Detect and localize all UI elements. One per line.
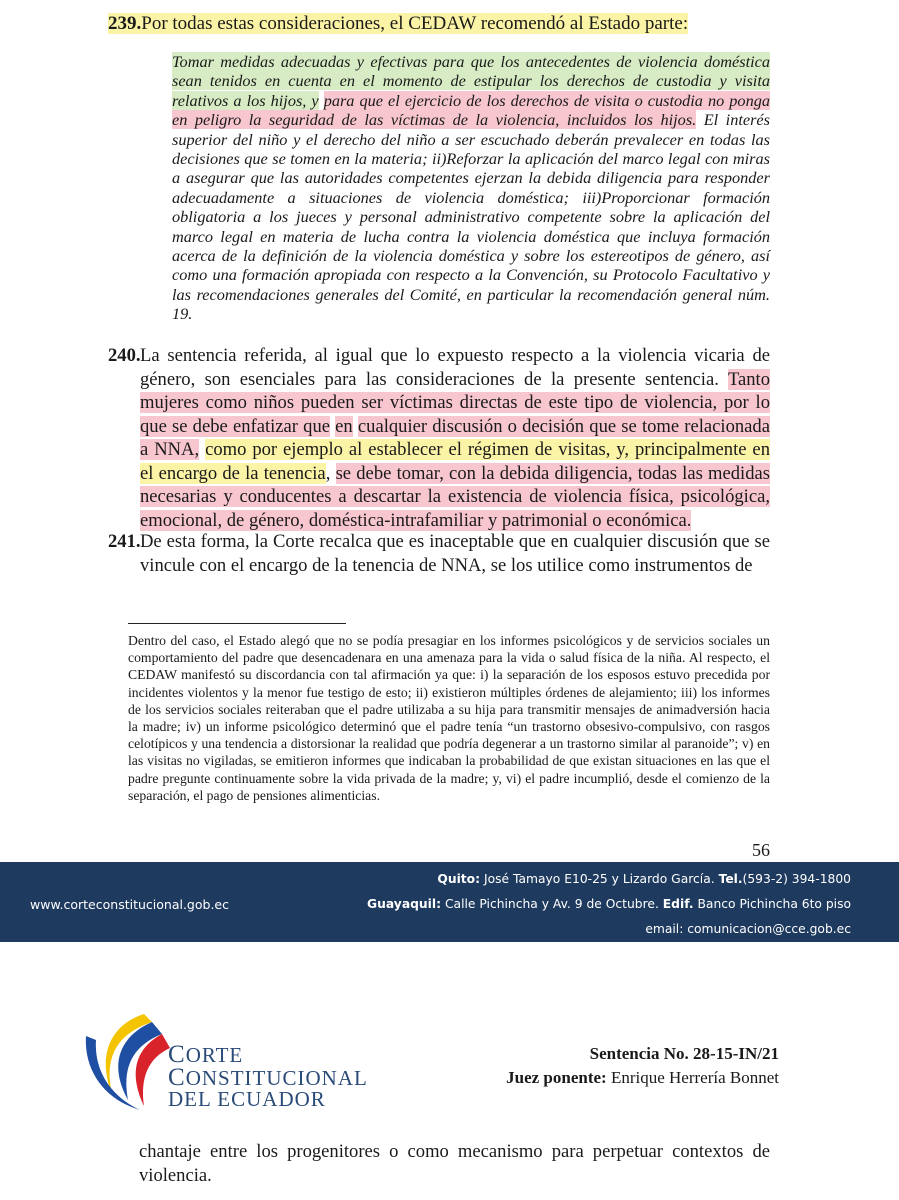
paragraph-239-highlight [108, 13, 688, 34]
paragraph-body [108, 344, 770, 532]
highlight-pink: cualquier discusión o decisión que se tome relacionada a NNA, [140, 415, 770, 460]
quito-address: José Tamayo E10-25 y Lizardo García. [483, 872, 715, 886]
guayaquil-address: Calle Pichincha y Av. 9 de Octubre. [444, 897, 659, 911]
page-number: 56 [752, 840, 770, 860]
footer-quito-line [437, 872, 851, 886]
guayaquil-label: Guayaquil: [367, 897, 442, 911]
paragraph-number: 240. [108, 345, 141, 366]
paragraph-241 [108, 530, 770, 577]
case-reference [506, 1042, 779, 1090]
highlight-pink: Tanto mujeres como niños pueden ser víctimas directas de este tipo de violencia, por lo que se debe enfatizar que [140, 368, 771, 437]
highlight-pink: se debe tomar, con la debida diligencia, todas las medidas necesarias y conducentes a descartar la existencia de violencia física, psicológica, emocional, de género, doméstica-intrafamiliar y patrimonial o económica. [140, 462, 770, 531]
tel-number: (593-2) 394-1800 [742, 872, 851, 886]
cedaw-quote [172, 52, 770, 324]
quote-text: El interés superior del niño y el derecho del niño a ser escuchado deberán prevalecer en todas las decisiones que se tomen en la materia; ii)Reforzar la aplicación del marco legal con miras a asegurar que las autoridades competentes ejerzan la debida diligencia para responder adecuadamente a situaciones de violencia doméstica; iii)Proporcionar formación obligatoria a los jueces y personal administrativo competente sobre la aplicación del marco legal en materia de lucha contra la violencia doméstica que incluya formación acerca de la definición de la violencia doméstica y sobre los estereotipos de género, así como una formación apropiada con respecto a la Convención, su Protocolo Facultativo y las recomendaciones generales del Comité, en particular la recomendación general núm. 19. [172, 110, 770, 324]
footer-email[interactable]: email: comunicacion@cce.gob.ec [645, 922, 851, 936]
paragraph-240 [108, 344, 770, 532]
logo-line-2: CONSTITUCIONAL [168, 1063, 368, 1091]
paragraph-text: La sentencia referida, al igual que lo expuesto respecto a la violencia vicaria de género, son esenciales para las consideraciones de la presente sentencia. [140, 345, 770, 390]
edif-label: Edif. [662, 897, 694, 911]
logo-line-1: CORTE [168, 1041, 244, 1068]
judge-label: Juez ponente: [506, 1068, 607, 1087]
case-number: Sentencia No. 28-15-IN/21 [589, 1044, 779, 1063]
paragraph-text: Por todas estas consideraciones, el CEDAW recomendó al Estado parte: [141, 13, 689, 34]
footer-band [0, 862, 899, 942]
footnote-divider [128, 623, 346, 624]
quito-label: Quito: [437, 872, 481, 886]
paragraph-239 [108, 12, 780, 36]
tel-label: Tel. [718, 872, 743, 886]
comma: , [325, 462, 331, 484]
quote-highlight-green: Tomar medidas adecuadas y efectivas para que los antecedentes de violencia doméstica sean tenidos en cuenta en el momento de estipular los derechos de custodia y visita relativos a los hijos, y [172, 52, 770, 110]
judge-name: Enrique Herrería Bonnet [610, 1068, 779, 1087]
paragraph-text: De esta forma, la Corte recalca que es inaceptable que en cualquier discusión que se vincule con el encargo de la tenencia de NNA, se los utilice como instrumentos de [140, 531, 770, 576]
website-link[interactable]: www.corteconstitucional.gob.ec [30, 897, 229, 912]
paragraph-241-continuation: chantaje entre los progenitores o como mecanismo para perpetuar contextos de violencia. [139, 1141, 770, 1186]
footnote: Dentro del caso, el Estado alegó que no se podía presagiar en los informes psicológicos y de servicios sociales un comportamiento del padre que desencadenara en una amenaza para la vida o salud física de la niña. Al respecto, el CEDAW manifestó su discordancia con tal afirmación ya que: i) la separación de los esposos estuvo precedida por incidentes violentos y la menor fue testigo de esto; ii) existieron múltiples órdenes de alejamiento; iii) los informes de los servicios sociales reiteraban que el padre utilizaba a su hija para transmitir mensajes de animadversión hacia la madre; iv) un informe psicológico determinó que el padre tenía “un trastorno obsesivo-compulsivo, con rasgos celotípicos y una tendencia a distorsionar la realidad que podría degenerar a un trastorno similar al paranoide”; v) en las visitas no vigiladas, se emitieron informes que indicaban la probabilidad de que existan situaciones en las que el padre pregunte continuamente sobre la vida privada de la madre; y, vi) el padre incumplió, desde el comienzo de la separación, el pago de pensiones alimenticias. [128, 633, 770, 803]
quote-highlight-pink: para que el ejercicio de los derechos de visita o custodia no ponga en peligro la seguridad de las víctimas de la violencia, incluidos los hijos. [172, 90, 770, 130]
paragraph-number: 239. [108, 13, 142, 34]
judge-line [506, 1066, 779, 1090]
court-logo-text [168, 1041, 368, 1111]
highlight-yellow: como por ejemplo al establecer el régimen de visitas, y, principalmente en el encargo de la tenencia [140, 439, 770, 484]
logo-line-3: DEL ECUADOR [168, 1087, 326, 1111]
paragraph-number: 241. [108, 531, 141, 552]
footer-guayaquil-line [367, 897, 851, 911]
edif-name: Banco Pichincha 6to piso [697, 897, 851, 911]
highlight-pink: en [335, 415, 353, 437]
